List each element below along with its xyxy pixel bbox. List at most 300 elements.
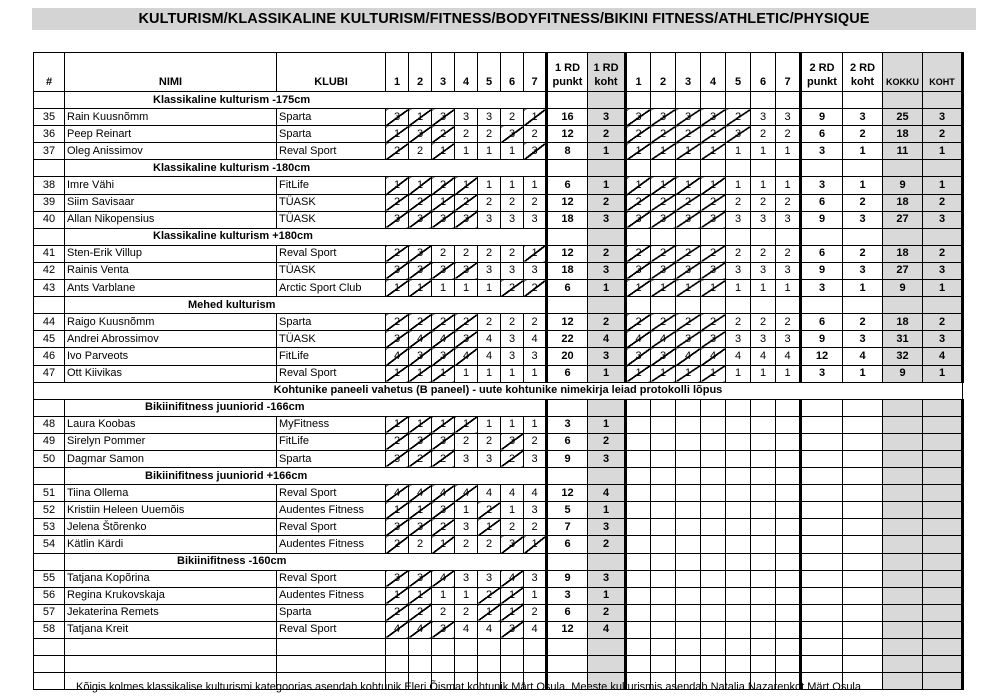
category-label: Klassikaline kulturism -180cm (153, 161, 311, 174)
athlete-name: Regina Krukovskaja (65, 587, 277, 604)
rd2-place: 1 (843, 280, 883, 297)
judge2-score: 2 (751, 126, 776, 143)
judge-score: 3 (409, 570, 432, 587)
judge-score: 4 (455, 348, 478, 365)
empty-cell (676, 553, 701, 570)
empty-cell (801, 468, 843, 485)
rd2-place: 2 (843, 126, 883, 143)
judge2-score: 4 (651, 331, 676, 348)
start-number: 47 (34, 365, 65, 382)
empty-cell (923, 502, 963, 519)
judge2-score: 2 (676, 194, 701, 211)
empty-cell (751, 468, 776, 485)
judge2-score: 2 (726, 109, 751, 126)
rd1-place: 4 (588, 621, 626, 638)
empty-cell (923, 621, 963, 638)
judge-score: 3 (455, 450, 478, 467)
category-label: Klassikaline kulturism +180cm (153, 230, 313, 243)
category-row (34, 399, 963, 416)
panel-change-row (34, 382, 963, 399)
judge-score: 2 (455, 126, 478, 143)
judge-score: 2 (524, 314, 547, 331)
athlete-club: Sparta (277, 450, 386, 467)
empty-cell (701, 536, 726, 553)
empty-cell (726, 92, 751, 109)
header-rd2-place: 2 RD koht (843, 53, 883, 92)
category-title (65, 553, 547, 570)
empty-cell (478, 656, 501, 673)
empty-cell (626, 297, 651, 314)
empty-cell (883, 604, 923, 621)
rd2-points: 6 (801, 126, 843, 143)
athlete-name: Sirelyn Pommer (65, 433, 277, 450)
rd1-place: 2 (588, 245, 626, 262)
rd1-points: 12 (547, 245, 588, 262)
judge2-score: 1 (626, 177, 651, 194)
category-row (34, 160, 963, 177)
rd1-points: 6 (547, 433, 588, 450)
judge-score: 1 (478, 519, 501, 536)
empty-cell (701, 587, 726, 604)
empty-cell (34, 639, 65, 656)
empty-cell (751, 433, 776, 450)
empty-cell (676, 92, 701, 109)
empty-cell (923, 399, 963, 416)
judge-score: 3 (478, 570, 501, 587)
empty-cell (701, 160, 726, 177)
athlete-row (34, 348, 963, 365)
judge2-score: 2 (651, 194, 676, 211)
judge2-score: 2 (701, 126, 726, 143)
judge-score: 1 (524, 245, 547, 262)
judge-score: 4 (409, 485, 432, 502)
judge-score: 2 (501, 194, 524, 211)
judge-score: 1 (478, 416, 501, 433)
empty-cell (801, 433, 843, 450)
empty-cell (751, 399, 776, 416)
judge-score: 2 (455, 604, 478, 621)
empty-cell (801, 553, 843, 570)
judge-score: 1 (432, 416, 455, 433)
empty-cell (547, 297, 588, 314)
empty-cell (751, 450, 776, 467)
empty-cell (676, 502, 701, 519)
rd2-place: 4 (843, 348, 883, 365)
category-label: Bikiinifitness -160cm (177, 555, 287, 568)
final-place: 3 (923, 331, 963, 348)
empty-cell (883, 468, 923, 485)
judge-score: 1 (501, 177, 524, 194)
judge-score: 2 (432, 177, 455, 194)
header-judge2-4: 4 (701, 53, 726, 92)
empty-cell (676, 399, 701, 416)
judge-score: 3 (478, 109, 501, 126)
empty-cell (676, 587, 701, 604)
judge-score: 4 (409, 621, 432, 638)
empty-cell (588, 468, 626, 485)
start-number: 46 (34, 348, 65, 365)
judge2-score: 2 (751, 194, 776, 211)
judge2-score: 3 (776, 109, 801, 126)
judge-score: 3 (524, 570, 547, 587)
empty-cell (801, 228, 843, 245)
judge-score: 2 (386, 143, 409, 160)
judge-score: 4 (478, 621, 501, 638)
empty-cell (455, 656, 478, 673)
final-place: 3 (923, 262, 963, 279)
judge2-score: 2 (676, 126, 701, 143)
empty-cell (801, 92, 843, 109)
judge-score: 2 (478, 433, 501, 450)
athlete-row (34, 570, 963, 587)
rd2-place: 2 (843, 314, 883, 331)
empty-cell (883, 160, 923, 177)
judge2-score: 1 (701, 280, 726, 297)
judge-score: 2 (386, 245, 409, 262)
empty-cell (801, 519, 843, 536)
judge-score: 3 (455, 331, 478, 348)
empty-cell (776, 160, 801, 177)
athlete-name: Sten-Erik Villup (65, 245, 277, 262)
empty-cell (676, 297, 701, 314)
empty-cell (751, 536, 776, 553)
total-points: 18 (883, 314, 923, 331)
empty-cell (801, 160, 843, 177)
empty-cell (34, 160, 65, 177)
empty-cell (883, 639, 923, 656)
judge-score: 3 (432, 433, 455, 450)
athlete-name: Ott Kiivikas (65, 365, 277, 382)
empty-row (34, 639, 963, 656)
judge-score: 1 (455, 177, 478, 194)
empty-cell (843, 450, 883, 467)
judge-score: 3 (501, 211, 524, 228)
empty-cell (751, 621, 776, 638)
rd2-place: 1 (843, 177, 883, 194)
judge2-score: 3 (626, 262, 651, 279)
judge-score: 1 (409, 109, 432, 126)
empty-cell (701, 502, 726, 519)
rd1-place: 2 (588, 314, 626, 331)
empty-cell (651, 485, 676, 502)
judge-score: 1 (501, 416, 524, 433)
header-club: KLUBI (277, 53, 386, 92)
judge2-score: 3 (651, 211, 676, 228)
empty-cell (701, 416, 726, 433)
judge2-score: 3 (651, 262, 676, 279)
judge-score: 2 (478, 536, 501, 553)
judge2-score: 2 (651, 126, 676, 143)
start-number: 54 (34, 536, 65, 553)
judge2-score: 3 (651, 109, 676, 126)
judge-score: 1 (386, 177, 409, 194)
empty-cell (726, 656, 751, 673)
empty-cell (409, 639, 432, 656)
athlete-row (34, 194, 963, 211)
judge-score: 4 (386, 485, 409, 502)
judge-score: 2 (409, 314, 432, 331)
athlete-row (34, 502, 963, 519)
empty-cell (726, 297, 751, 314)
empty-cell (626, 399, 651, 416)
start-number: 50 (34, 450, 65, 467)
judge-score: 1 (432, 587, 455, 604)
rd2-points: 6 (801, 314, 843, 331)
judge-score: 3 (386, 262, 409, 279)
empty-cell (776, 399, 801, 416)
rd2-place: 3 (843, 211, 883, 228)
rd1-place: 4 (588, 331, 626, 348)
empty-cell (923, 570, 963, 587)
empty-cell (726, 399, 751, 416)
empty-cell (923, 604, 963, 621)
empty-cell (651, 639, 676, 656)
rd1-points: 6 (547, 177, 588, 194)
empty-cell (776, 621, 801, 638)
athlete-club: Reval Sport (277, 245, 386, 262)
judge-score: 2 (501, 280, 524, 297)
empty-cell (547, 92, 588, 109)
empty-cell (676, 604, 701, 621)
empty-cell (843, 468, 883, 485)
header-judge-3: 3 (432, 53, 455, 92)
athlete-club: TÜASK (277, 211, 386, 228)
judge-score: 3 (501, 621, 524, 638)
header-judge2-2: 2 (651, 53, 676, 92)
empty-cell (776, 92, 801, 109)
judge-score: 1 (409, 280, 432, 297)
athlete-name: Siim Savisaar (65, 194, 277, 211)
empty-cell (547, 639, 588, 656)
judge-score: 3 (455, 211, 478, 228)
category-title (65, 297, 547, 314)
judge-score: 2 (478, 126, 501, 143)
judge2-score: 2 (626, 245, 651, 262)
empty-cell (651, 519, 676, 536)
empty-cell (455, 639, 478, 656)
empty-cell (432, 639, 455, 656)
judge2-score: 3 (676, 331, 701, 348)
empty-cell (776, 450, 801, 467)
judge-score: 1 (386, 365, 409, 382)
athlete-club: Sparta (277, 314, 386, 331)
judge2-score: 4 (701, 348, 726, 365)
start-number: 56 (34, 587, 65, 604)
empty-cell (726, 433, 751, 450)
judge-score: 2 (386, 536, 409, 553)
athlete-name: Dagmar Samon (65, 450, 277, 467)
rd2-place: 3 (843, 262, 883, 279)
empty-cell (801, 536, 843, 553)
judge-score: 1 (478, 365, 501, 382)
judge-score: 3 (524, 502, 547, 519)
judge-score: 2 (455, 433, 478, 450)
judge-score: 1 (432, 280, 455, 297)
empty-cell (676, 160, 701, 177)
empty-cell (801, 450, 843, 467)
judge2-score: 2 (676, 245, 701, 262)
empty-cell (726, 468, 751, 485)
rd1-points: 12 (547, 485, 588, 502)
judge-score: 1 (386, 416, 409, 433)
rd1-points: 12 (547, 126, 588, 143)
judge-score: 3 (455, 570, 478, 587)
judge-score: 2 (501, 450, 524, 467)
athlete-row (34, 604, 963, 621)
judge-score: 2 (386, 604, 409, 621)
judge-score: 4 (409, 331, 432, 348)
judge-score: 1 (409, 177, 432, 194)
judge-score: 2 (455, 194, 478, 211)
rd1-points: 12 (547, 194, 588, 211)
judge-score: 2 (455, 314, 478, 331)
judge2-score: 2 (776, 126, 801, 143)
empty-cell (547, 160, 588, 177)
final-place: 3 (923, 109, 963, 126)
rd2-place: 3 (843, 109, 883, 126)
judge2-score: 2 (726, 245, 751, 262)
start-number: 58 (34, 621, 65, 638)
empty-cell (923, 297, 963, 314)
empty-cell (701, 485, 726, 502)
judge2-score: 3 (701, 262, 726, 279)
empty-cell (883, 92, 923, 109)
judge-score: 3 (432, 348, 455, 365)
judge2-score: 2 (726, 314, 751, 331)
judge-score: 3 (524, 143, 547, 160)
empty-cell (277, 639, 386, 656)
empty-cell (386, 639, 409, 656)
judge-score: 2 (524, 433, 547, 450)
empty-cell (726, 639, 751, 656)
athlete-row (34, 280, 963, 297)
empty-cell (883, 587, 923, 604)
empty-cell (547, 399, 588, 416)
rd1-points: 5 (547, 502, 588, 519)
judge2-score: 3 (676, 262, 701, 279)
judge-score: 1 (478, 280, 501, 297)
empty-cell (923, 160, 963, 177)
rd2-points: 3 (801, 143, 843, 160)
empty-cell (726, 502, 751, 519)
empty-cell (776, 502, 801, 519)
empty-cell (34, 228, 65, 245)
judge-score: 1 (478, 604, 501, 621)
judge-score: 3 (409, 519, 432, 536)
rd1-place: 2 (588, 433, 626, 450)
header-judge-4: 4 (455, 53, 478, 92)
empty-cell (588, 656, 626, 673)
empty-cell (626, 485, 651, 502)
judge-score: 4 (386, 348, 409, 365)
judge2-score: 1 (751, 280, 776, 297)
rd1-points: 9 (547, 570, 588, 587)
judge-score: 2 (455, 536, 478, 553)
empty-cell (776, 656, 801, 673)
judge-score: 3 (409, 126, 432, 143)
judge2-score: 1 (651, 280, 676, 297)
athlete-club: Reval Sport (277, 621, 386, 638)
judge-score: 1 (524, 416, 547, 433)
judge2-score: 1 (701, 365, 726, 382)
header-rd1-points: 1 RD punkt (547, 53, 588, 92)
empty-cell (843, 656, 883, 673)
empty-cell (34, 673, 65, 690)
start-number: 48 (34, 416, 65, 433)
athlete-club: Reval Sport (277, 570, 386, 587)
judge2-score: 3 (676, 211, 701, 228)
athlete-club: Audentes Fitness (277, 536, 386, 553)
empty-cell (751, 228, 776, 245)
start-number: 39 (34, 194, 65, 211)
athlete-club: Sparta (277, 109, 386, 126)
empty-cell (801, 485, 843, 502)
empty-cell (626, 416, 651, 433)
judge-score: 3 (432, 211, 455, 228)
empty-cell (65, 656, 277, 673)
athlete-name: Ivo Parveots (65, 348, 277, 365)
total-points: 18 (883, 245, 923, 262)
empty-cell (843, 92, 883, 109)
judge2-score: 3 (701, 109, 726, 126)
header-rd2-points: 2 RD punkt (801, 53, 843, 92)
empty-cell (883, 297, 923, 314)
judge2-score: 1 (751, 143, 776, 160)
empty-cell (676, 639, 701, 656)
athlete-club: TÜASK (277, 262, 386, 279)
judge2-score: 2 (651, 245, 676, 262)
start-number: 45 (34, 331, 65, 348)
empty-cell (432, 656, 455, 673)
total-points: 11 (883, 143, 923, 160)
empty-cell (65, 639, 277, 656)
rd1-place: 1 (588, 587, 626, 604)
empty-cell (843, 416, 883, 433)
empty-cell (651, 570, 676, 587)
athlete-row (34, 365, 963, 382)
athlete-name: Jelena Štõrenko (65, 519, 277, 536)
empty-cell (676, 656, 701, 673)
rd1-place: 1 (588, 280, 626, 297)
judge2-score: 1 (701, 143, 726, 160)
empty-cell (801, 297, 843, 314)
empty-cell (651, 297, 676, 314)
judge-score: 2 (386, 314, 409, 331)
header-judge-5: 5 (478, 53, 501, 92)
judge-score: 1 (386, 502, 409, 519)
empty-cell (751, 485, 776, 502)
empty-cell (883, 502, 923, 519)
empty-cell (923, 450, 963, 467)
judge-score: 4 (386, 621, 409, 638)
rd2-points: 6 (801, 194, 843, 211)
athlete-row (34, 519, 963, 536)
judge-score: 3 (455, 519, 478, 536)
judge-score: 4 (455, 485, 478, 502)
empty-cell (843, 297, 883, 314)
header-place: KOHT (923, 53, 963, 92)
judge-score: 1 (455, 365, 478, 382)
judge-score: 2 (478, 502, 501, 519)
category-label: Bikiinifitness juuniorid +166cm (145, 469, 308, 482)
judge2-score: 1 (676, 143, 701, 160)
empty-cell (676, 485, 701, 502)
judge2-score: 2 (676, 314, 701, 331)
judge-score: 1 (524, 177, 547, 194)
empty-cell (843, 433, 883, 450)
judge-score: 2 (409, 194, 432, 211)
judge2-score: 1 (676, 365, 701, 382)
